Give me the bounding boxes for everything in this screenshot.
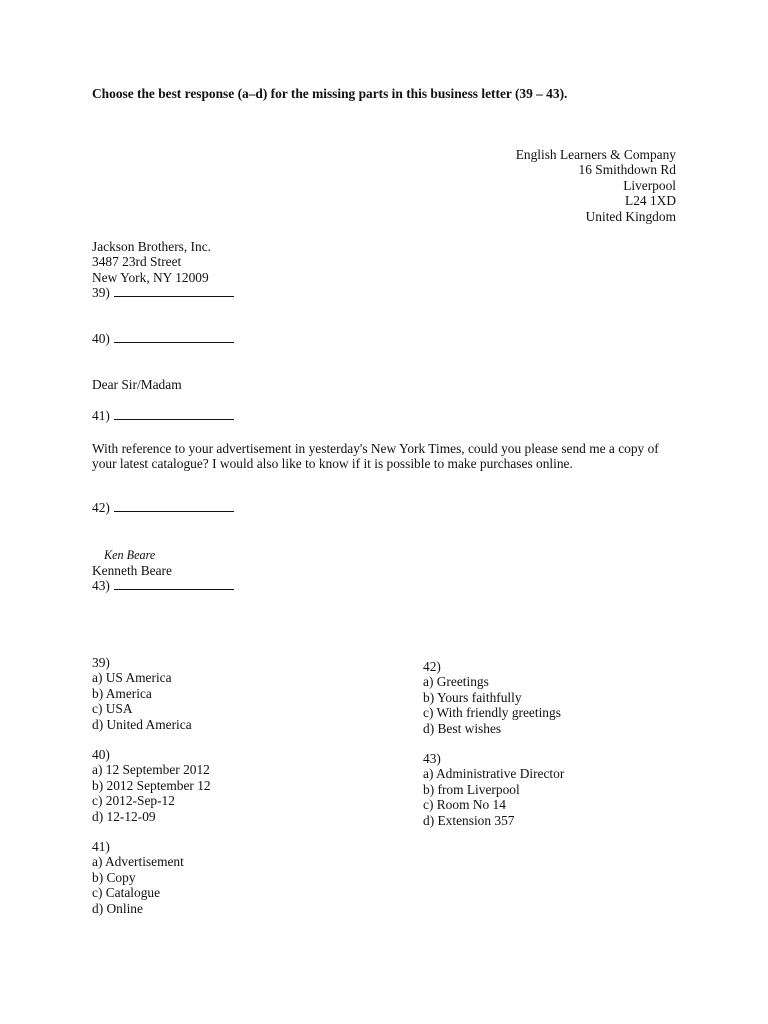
- option: c) Room No 14: [423, 797, 506, 813]
- blank-40-line: [114, 332, 234, 343]
- option: a) US America: [92, 670, 172, 686]
- option: b) from Liverpool: [423, 781, 520, 797]
- question-number: 39): [92, 655, 110, 670]
- sender-line: 16 Smithdown Rd: [578, 162, 676, 178]
- sender-address: [516, 147, 676, 224]
- option: d) Best wishes: [423, 720, 502, 736]
- blank-39-line: [114, 286, 234, 297]
- option: b) Yours faithfully: [423, 689, 522, 705]
- option: a) 12 September 2012: [92, 762, 210, 778]
- option: c) With friendly greetings: [423, 705, 561, 721]
- blank-40-label: 40): [92, 331, 110, 346]
- blank-39-label: 39): [92, 285, 110, 301]
- recipient-line: 3487 23rd Street: [92, 254, 182, 270]
- option: c) Catalogue: [92, 885, 161, 901]
- blank-41-label: 41): [92, 408, 110, 423]
- recipient-address: [92, 239, 234, 301]
- option: d) 12-12-09: [92, 808, 156, 824]
- blank-42-label: 42): [92, 500, 110, 515]
- option: d) United America: [92, 716, 192, 732]
- blank-39: [92, 285, 234, 300]
- blank-42: [92, 500, 234, 515]
- sender-line: L24 1XD: [625, 193, 676, 209]
- option: d) Online: [92, 900, 143, 916]
- blank-42-line: [114, 501, 234, 512]
- blank-43-label: 43): [92, 578, 110, 593]
- blank-41: [92, 408, 234, 423]
- blank-43-line: [114, 579, 234, 590]
- blank-43: [92, 578, 234, 593]
- option: d) Extension 357: [423, 812, 515, 828]
- question-number: 42): [423, 659, 441, 674]
- option: c) 2012-Sep-12: [92, 793, 175, 809]
- option: c) USA: [92, 701, 133, 717]
- option: b) 2012 September 12: [92, 777, 211, 793]
- question-40: [92, 747, 211, 824]
- question-number: 43): [423, 751, 441, 766]
- option: a) Administrative Director: [423, 766, 565, 782]
- instruction-heading: Choose the best response (a–d) for the missing parts in this business letter (39 – 43).: [92, 86, 568, 101]
- sender-line: Liverpool: [623, 177, 676, 193]
- option: b) Copy: [92, 869, 136, 885]
- recipient-line: New York, NY 12009: [92, 269, 209, 285]
- salutation: Dear Sir/Madam: [92, 377, 182, 392]
- sender-line: English Learners & Company: [515, 147, 676, 162]
- question-41: [92, 839, 184, 916]
- option: b) America: [92, 685, 152, 701]
- signature-name: Kenneth Beare: [92, 563, 172, 578]
- blank-40: [92, 331, 234, 346]
- question-43: [423, 751, 564, 828]
- recipient-line: Jackson Brothers, Inc.: [92, 239, 211, 254]
- sender-line: United Kingdom: [585, 208, 676, 224]
- question-39: [92, 655, 192, 732]
- letter-body: With reference to your advertisement in yesterday's New York Times, could you please send me a copy of your latest catalogue? I would also like to know if it is possible to make purchases online.: [92, 441, 659, 472]
- question-number: 40): [92, 747, 110, 762]
- signature-script: Ken Beare: [104, 548, 156, 562]
- question-number: 41): [92, 839, 110, 854]
- blank-41-line: [114, 409, 234, 420]
- option: a) Advertisement: [92, 854, 184, 870]
- question-42: [423, 659, 561, 736]
- option: a) Greetings: [423, 674, 489, 690]
